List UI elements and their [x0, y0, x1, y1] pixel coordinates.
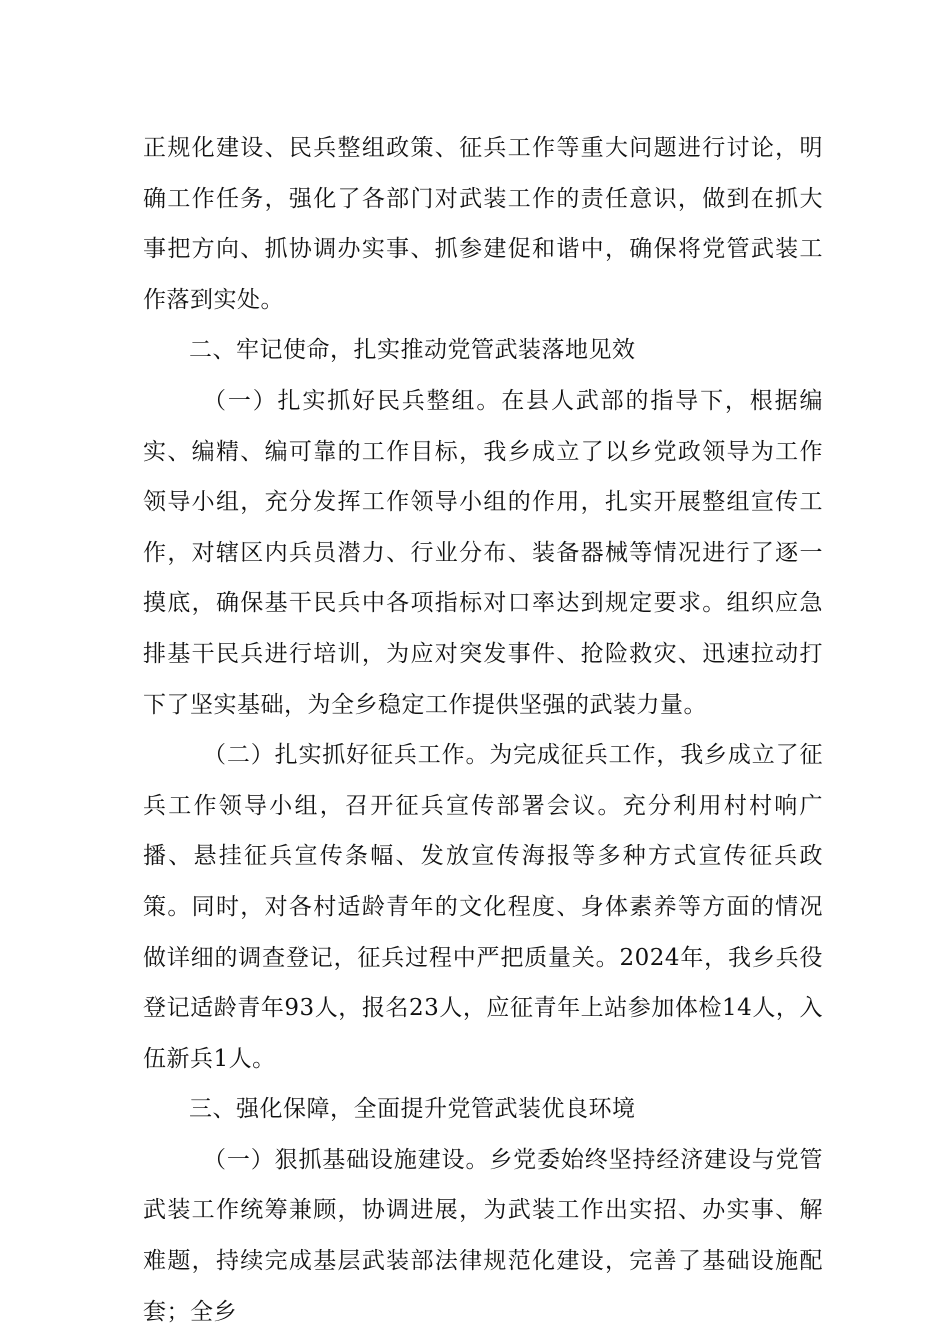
- subsection-infrastructure: （一）狠抓基础设施建设。乡党委始终坚持经济建设与党管武装工作统筹兼顾，协调进展，为武装工作出实招、办实事、解难题，持续完成基层武装部法律规范化建设，完善了基础设施配套；全乡: [143, 1146, 823, 1325]
- subsection-conscription-work: （二）扎实抓好征兵工作。为完成征兵工作，我乡成立了征兵工作领导小组，召开征兵宣传部署会议。充分利用村村响广播、悬挂征兵宣传条幅、发放宣传海报等多种方式宣传征兵政策。同时，对各村适龄青年的文化程度、身体素养等方面的情况做详细的调查登记，征兵过程中严把质量关。2024年，我乡兵役登记适龄青年93人，报名23人，应征青年上站参加体检14人，入伍新兵1人。: [143, 742, 823, 1072]
- subsection-militia-reorganization: （一）扎实抓好民兵整组。在县人武部的指导下，根据编实、编精、编可靠的工作目标，我乡成立了以乡党政领导为工作领导小组，充分发挥工作领导小组的作用，扎实开展整组宣传工作，对辖区内兵员潜力、行业分布、装备器械等情况进行了逐一摸底，确保基干民兵中各项指标对口率达到规定要求。组织应急排基干民兵进行培训，为应对突发事件、抢险救灾、迅速拉动打下了坚实基础，为全乡稳定工作提供坚强的武装力量。: [143, 387, 823, 718]
- section-heading-2: 二、牢记使命，扎实推动党管武装落地见效: [189, 337, 636, 364]
- paragraph-continuation: 正规化建设、民兵整组政策、征兵工作等重大问题进行讨论，明确工作任务，强化了各部门对武装工作的责任意识，做到在抓大事把方向、抓协调办实事、抓参建促和谐中，确保将党管武装工作落到实处。: [143, 135, 823, 313]
- document-body: [143, 123, 823, 1337]
- section-heading-3: 三、强化保障，全面提升党管武装优良环境: [189, 1096, 636, 1123]
